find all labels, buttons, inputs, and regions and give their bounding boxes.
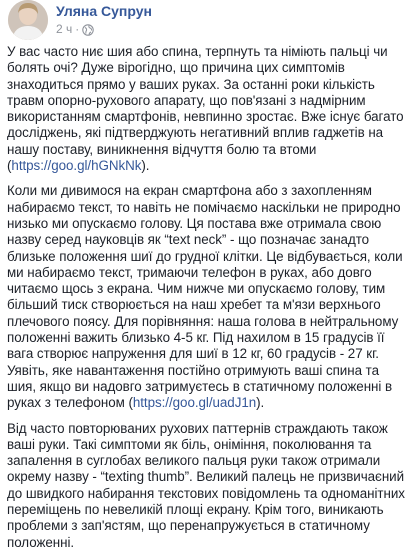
post-paragraph-2 — [7, 183, 411, 411]
post-body — [7, 44, 411, 560]
paragraph-text-end: ). — [141, 158, 150, 174]
post-timestamp[interactable]: 2 ч — [56, 22, 73, 36]
author-name[interactable]: Уляна Супрун — [56, 3, 152, 19]
paragraph-text: Коли ми дивимося на екран смартфона або з захопленням набираємо текст, то навіть не помічаємо наскільки не природно низько ми опускаємо голову. Ця постава вже отримала свою назву серед науковців як “text neck” - що позначає занадто близьке положення шиї до грудної клітки. Це відбувається, коли ми набираємо текст, тримаючи телефон в руках, або довго читаємо щось з екрана. Чим нижче ми опускаємо голову, тим більший тиск створюється на наш хребет та м'язи верхнього плечового поясу. Для порівняння: наша голова в нейтральному положенні важить близько 4-5 кг. Під нахилом в 15 градусів її вага створює напруження для шиї в 12 кг, 60 градусів - 27 кг. Уявіть, яке навантаження постійно отримують ваші спина та шия, якщо ви надовго затримуєтесь в статичному положенні в руках з телефоном ( — [7, 183, 403, 411]
paragraph-text-end: ). — [256, 395, 265, 411]
paragraph-text: Від часто повторюваних рухових паттернів страждають також ваші руки. Такі симптоми як біль, оніміння, поколювання та запалення в суглобах великого пальця руки також отримали окрему назву - “texting thumb”. Великий палець не призвичаєний до швидкого набирання текстових повідомлень та одноманітних переміщень по невеликій площі екрану. Крім того, виникають проблеми з зап'ястям, що перенапружується в статичному положенні. — [7, 420, 405, 550]
post-link-1[interactable]: https://goo.gl/hGNkNk — [11, 158, 142, 174]
profile-photo-icon — [8, 0, 48, 40]
post-paragraph-1 — [7, 44, 411, 174]
globe-icon[interactable] — [82, 23, 94, 35]
post-paragraph-3 — [7, 421, 411, 551]
post-link-2[interactable]: https://goo.gl/uadJ1n — [132, 395, 257, 411]
paragraph-text: У вас часто ниє шия або спина, терпнуть та німіють пальці чи болять очі? Дуже вірогідно, що причина цих симптомів знаходиться прямо у ваших руках. За останні роки кількість травм опорно-рухового апарату, що пов'язані з надмірним використанням смартфонів, невпинно зростає. Вже існує багато досліджень, які підтверджують негативний вплив гаджетів на нашу поставу, виникнення відчуття болю та втоми ( — [7, 44, 404, 174]
author-avatar[interactable] — [8, 0, 48, 40]
post-header — [8, 0, 411, 50]
post-meta — [56, 20, 152, 38]
meta-separator: · — [75, 22, 80, 36]
author-block — [56, 0, 152, 38]
